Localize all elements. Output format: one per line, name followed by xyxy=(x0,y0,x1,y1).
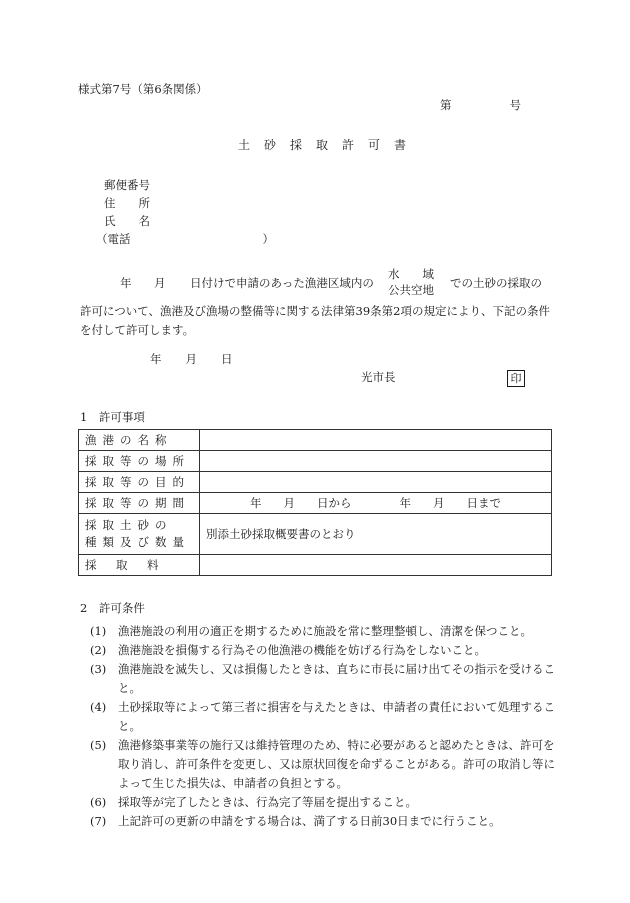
to-year: 年 xyxy=(399,496,411,510)
condition-number: (6) xyxy=(90,795,107,809)
area-water: 水 域 xyxy=(388,267,434,281)
form-number-label: 様式第7号（第6条関係） xyxy=(78,82,208,96)
body-tail: での土砂の採取の xyxy=(450,276,542,290)
row-value[interactable] xyxy=(200,472,552,493)
condition-text: 漁港施設を滅失し、又は損傷したときは、直ちに市長に届け出てその指示を受けること。 xyxy=(118,662,555,695)
issue-date xyxy=(150,354,233,366)
issue-year: 年 xyxy=(150,352,162,366)
from-month: 月 xyxy=(283,496,295,510)
body-date-text: 日付けで申請のあった漁港区域内の xyxy=(190,276,374,290)
body-line-3: を付して許可します。 xyxy=(80,323,195,337)
condition-item xyxy=(90,793,560,812)
table-row xyxy=(79,451,552,472)
body-line-2: 許可について、漁港及び漁場の整備等に関する法律第39条第2項の規定により、下記の条件 xyxy=(80,304,550,318)
document-title: 土砂採取許可書 xyxy=(237,138,420,152)
condition-item xyxy=(90,812,560,831)
section-1-heading: 1 許可事項 xyxy=(80,410,145,424)
area-public: 公共空地 xyxy=(388,283,434,297)
issue-day: 日 xyxy=(221,352,233,366)
table-row xyxy=(79,514,552,555)
permit-body-text xyxy=(80,268,552,340)
row-label-line1: 採取土砂の xyxy=(85,518,173,532)
permit-items-table xyxy=(78,429,552,576)
condition-item xyxy=(90,622,560,641)
recipient-block xyxy=(96,176,274,248)
postal-code-label: 郵便番号 xyxy=(104,178,150,192)
condition-number: (5) xyxy=(90,738,107,752)
conditions-list xyxy=(90,622,560,831)
condition-item xyxy=(90,698,560,736)
row-label: 採取等の期間 xyxy=(79,493,200,514)
to-month: 月 xyxy=(433,496,445,510)
phone-close-paren: ） xyxy=(262,232,274,246)
to-day: 日まで xyxy=(466,496,501,510)
table-row xyxy=(79,555,552,576)
section-2-heading: 2 許可条件 xyxy=(80,601,145,615)
row-value[interactable] xyxy=(200,451,552,472)
number-suffix: 号 xyxy=(509,98,521,112)
condition-item xyxy=(90,736,560,793)
row-label: 採取等の場所 xyxy=(79,451,200,472)
name-label: 氏 名 xyxy=(104,214,150,228)
row-value[interactable] xyxy=(200,430,552,451)
condition-item xyxy=(90,660,560,698)
condition-number: (7) xyxy=(90,814,107,828)
seal-mark: 印 xyxy=(507,370,525,387)
condition-text: 漁港修築事業等の施行又は維持管理のため、特に必要があると認めたときは、許可を取り消し、許可条件を変更し、又は原状回復を命ずることがある。許可の取消し等によって生じた損失は、申請者の負担とする。 xyxy=(118,738,555,790)
row-value[interactable] xyxy=(200,555,552,576)
row-label: 採 取 料 xyxy=(79,555,200,576)
condition-number: (2) xyxy=(90,643,107,657)
row-label: 漁港の名称 xyxy=(79,430,200,451)
from-year: 年 xyxy=(250,496,262,510)
row-label: 採取等の目的 xyxy=(79,472,200,493)
condition-number: (3) xyxy=(90,662,107,676)
table-row xyxy=(79,472,552,493)
issuer-name: 光市長 xyxy=(361,370,396,384)
condition-number: (4) xyxy=(90,700,107,714)
body-year: 年 xyxy=(120,276,132,290)
condition-number: (1) xyxy=(90,624,107,638)
period-value[interactable] xyxy=(200,493,552,514)
condition-text: 採取等が完了したときは、行為完了等届を提出すること。 xyxy=(118,795,417,809)
phone-label: （電話 xyxy=(96,232,131,246)
issue-month: 月 xyxy=(185,352,197,366)
row-value: 別添土砂採取概要書のとおり xyxy=(200,514,552,555)
from-day: 日から xyxy=(317,496,352,510)
area-type-choice xyxy=(388,266,434,298)
condition-text: 土砂採取等によって第三者に損害を与えたときは、申請者の責任において処理すること。 xyxy=(118,700,555,733)
condition-text: 上記許可の更新の申請をする場合は、満了する日前30日までに行うこと。 xyxy=(118,814,501,828)
address-label: 住 所 xyxy=(104,196,150,210)
condition-text: 漁港施設の利用の適正を期するために施設を常に整理整頓し、清潔を保つこと。 xyxy=(118,624,532,638)
row-label-line2: 種類及び数量 xyxy=(85,535,190,549)
condition-text: 漁港施設を損傷する行為その他漁港の機能を妨げる行為をしないこと。 xyxy=(118,643,486,657)
table-row xyxy=(79,493,552,514)
body-month: 月 xyxy=(154,276,166,290)
document-number xyxy=(440,100,521,112)
table-row xyxy=(79,430,552,451)
condition-item xyxy=(90,641,560,660)
number-prefix: 第 xyxy=(440,98,452,112)
row-label xyxy=(79,514,200,555)
